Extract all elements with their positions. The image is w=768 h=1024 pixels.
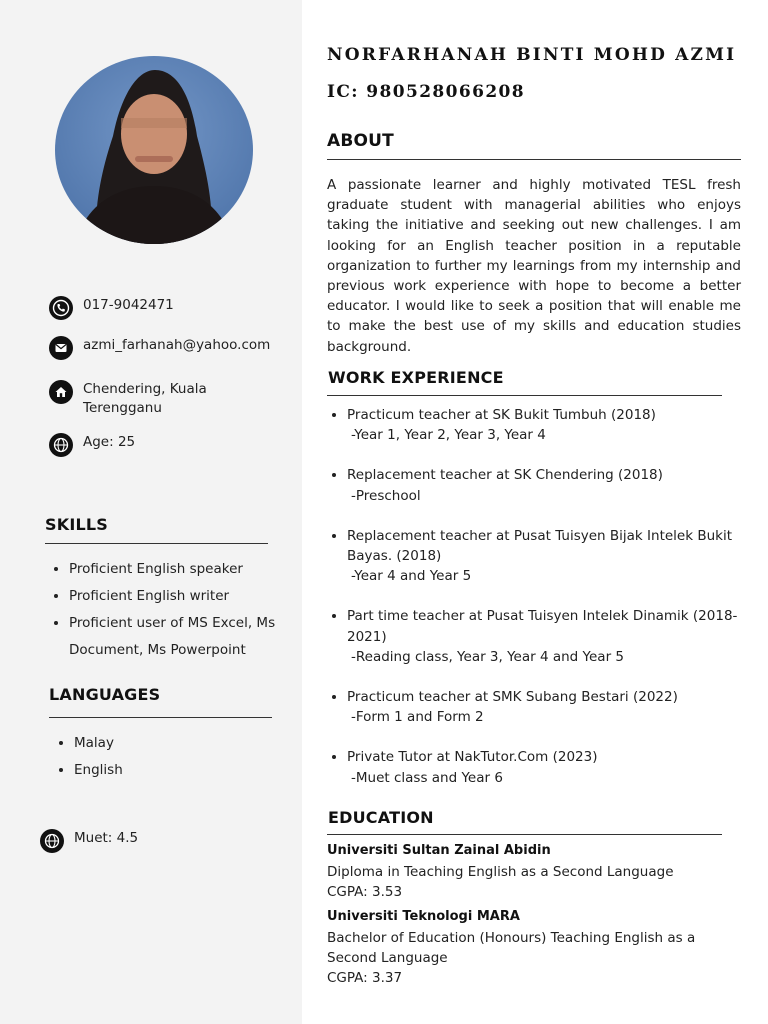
work-role: Practicum teacher at SMK Subang Bestari (2022) xyxy=(347,689,678,706)
school-name: Universiti Sultan Zainal Abidin xyxy=(327,843,551,858)
education-divider xyxy=(327,834,722,835)
work-item xyxy=(347,405,742,445)
work-item xyxy=(347,526,742,587)
languages-divider xyxy=(49,717,272,718)
muet-text: Muet: 4.5 xyxy=(74,830,139,846)
work-role: Practicum teacher at SK Bukit Tumbuh (2018) xyxy=(347,407,656,423)
profile-photo xyxy=(55,56,253,244)
work-role: Private Tutor at NakTutor.Com (2023) xyxy=(347,749,598,766)
age: Age: 25 xyxy=(83,434,136,450)
work-role: Replacement teacher at SK Chendering (2018) xyxy=(347,467,663,484)
work-detail: -Year 4 and Year 5 xyxy=(351,568,472,585)
sidebar xyxy=(0,0,302,1024)
work-role: Replacement teacher at Pusat Tuisyen Bijak Intelek Bukit Bayas. (2018) xyxy=(347,527,733,565)
skills-title: SKILLS xyxy=(45,515,108,534)
about-title: ABOUT xyxy=(327,131,394,151)
languages-title: LANGUAGES xyxy=(49,685,161,704)
work-item xyxy=(347,687,742,727)
program-name: Bachelor of Education (Honours) Teaching English as a Second Language xyxy=(327,930,696,967)
phone-icon xyxy=(49,296,73,320)
education-entry xyxy=(327,842,727,902)
skills-list xyxy=(45,556,309,664)
program-name: Diploma in Teaching English as a Second Language xyxy=(327,864,674,880)
work-item xyxy=(347,606,742,667)
contact-address xyxy=(49,380,233,418)
work-divider xyxy=(327,395,722,396)
about-divider xyxy=(327,159,741,160)
skills-divider xyxy=(45,543,268,544)
languages-list xyxy=(50,730,294,784)
globe-icon xyxy=(49,433,73,457)
education-entry xyxy=(327,908,727,989)
skill-item: • Proficient English speaker xyxy=(69,556,309,583)
skill-item: • Proficient user of MS Excel, Ms Document, Ms Powerpoint xyxy=(69,610,309,664)
muet-score xyxy=(40,829,138,853)
work-role: Part time teacher at Pusat Tuisyen Intelek Dinamik (2018-2021) xyxy=(347,608,738,645)
work-detail: -Reading class, Year 3, Year 4 and Year 5 xyxy=(351,648,625,665)
about-text: A passionate learner and highly motivated TESL fresh graduate student with managerial abilities who enjoys taking the initiative and seeking out new challenges. I am looking for an English teacher position in a reputable organization to further my learnings from my internship and previous work experience with hope to become a better educator. I would like to seek a position that will enable me to make the best use of my skills and education studies background. xyxy=(327,177,741,355)
email-address[interactable]: azmi_farhanah@yahoo.com xyxy=(83,337,271,353)
mail-icon xyxy=(49,336,73,360)
skill-item: • Proficient English writer xyxy=(69,583,309,610)
cgpa: CGPA: 3.37 xyxy=(327,970,403,987)
work-detail: -Preschool xyxy=(351,487,421,504)
address: Chendering, Kuala Terengganu xyxy=(83,381,207,416)
language-item: • English xyxy=(74,757,294,784)
language-item: • Malay xyxy=(74,730,294,757)
globe-icon xyxy=(40,829,64,853)
phone-number: 017-9042471 xyxy=(83,297,174,313)
work-list xyxy=(327,405,742,808)
contact-phone xyxy=(49,296,174,320)
work-detail: -Muet class and Year 6 xyxy=(351,769,503,786)
work-item xyxy=(347,747,742,787)
full-name: NORFARHANAH BINTI MOHD AZMI xyxy=(327,45,737,65)
work-detail: -Year 1, Year 2, Year 3, Year 4 xyxy=(351,427,546,444)
work-item xyxy=(347,465,742,505)
cgpa: CGPA: 3.53 xyxy=(327,884,403,901)
education-title: EDUCATION xyxy=(328,808,434,827)
work-detail: -Form 1 and Form 2 xyxy=(351,709,484,726)
school-name: Universiti Teknologi MARA xyxy=(327,909,520,924)
ic-number: IC: 980528066208 xyxy=(327,82,526,102)
work-title: WORK EXPERIENCE xyxy=(328,368,504,387)
contact-email xyxy=(49,336,270,360)
home-icon xyxy=(49,380,73,404)
contact-age xyxy=(49,433,135,457)
